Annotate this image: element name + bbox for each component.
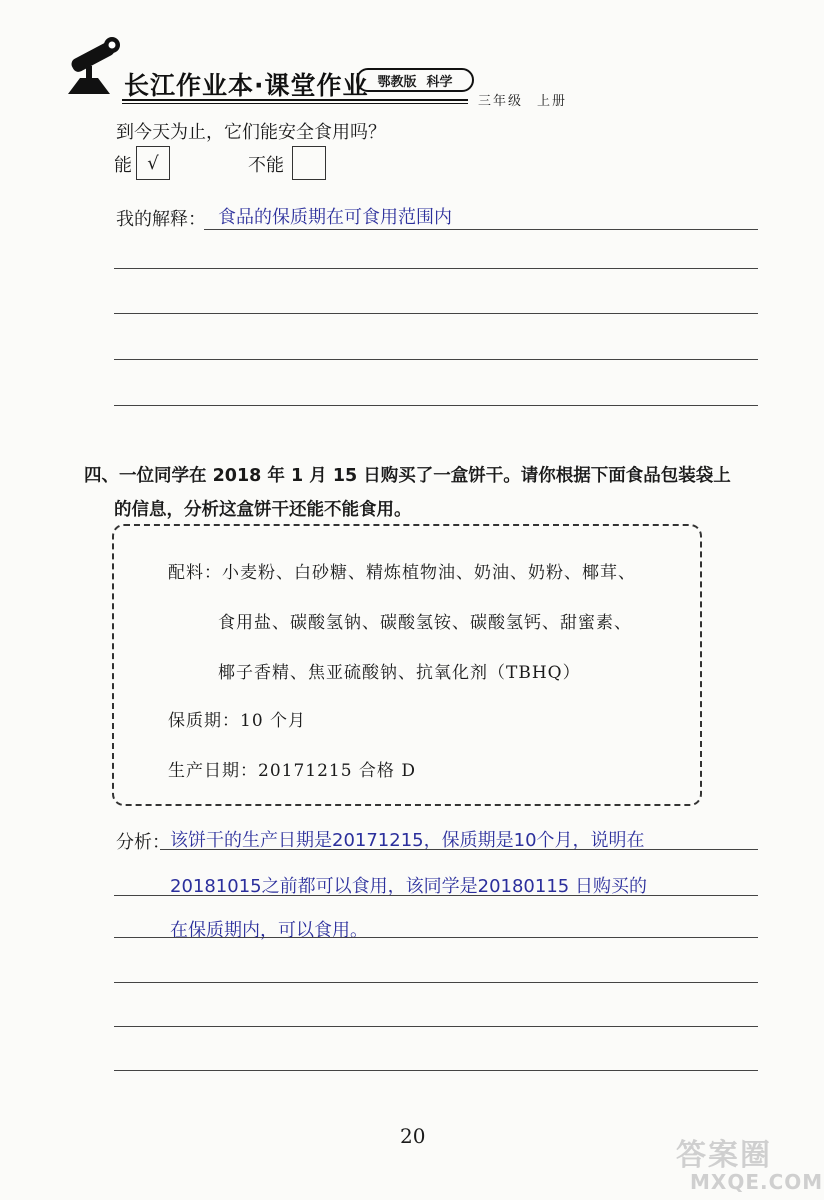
telescope-logo-icon xyxy=(62,36,124,96)
explain-answer[interactable]: 食品的保质期在可食用范围内 xyxy=(218,207,452,228)
page-number: 20 xyxy=(400,1124,426,1148)
q4-title-line2: 的信息，分析这盒饼干还能不能食用。 xyxy=(114,500,412,520)
shelf-life: 保质期：10 个月 xyxy=(168,711,307,731)
answer-line xyxy=(114,405,758,406)
ingredients-line-1: 配料：小麦粉、白砂糖、精炼植物油、奶油、奶粉、椰茸、 xyxy=(168,563,636,583)
ingredients-line-3: 椰子香精、焦亚硫酸钠、抗氧化剂（TBHQ） xyxy=(218,663,581,683)
analysis-answer-line-1[interactable]: 该饼干的生产日期是20171215，保质期是10个月，说明在 xyxy=(170,830,645,851)
explain-label: 我的解释： xyxy=(116,209,206,230)
header-rule xyxy=(122,99,468,101)
yes-label: 能 xyxy=(114,155,132,176)
q3-question: 到今天为止，它们能安全食用吗？ xyxy=(116,122,386,143)
answer-line xyxy=(114,937,758,938)
grade-text: 三年级 xyxy=(478,94,524,109)
yes-checkmark: √ xyxy=(147,152,159,174)
answer-line xyxy=(160,849,758,850)
answer-line xyxy=(114,1026,758,1027)
answer-line xyxy=(204,229,758,230)
answer-line xyxy=(114,268,758,269)
brand-title: 长江作业本·课堂作业 xyxy=(124,71,369,100)
analysis-label: 分析： xyxy=(116,832,170,853)
answer-line xyxy=(114,359,758,360)
watermark-url: MXQE.COM xyxy=(690,1170,824,1194)
analysis-answer-line-2[interactable]: 20181015之前都可以食用，该同学是20180115 日购买的 xyxy=(170,876,647,897)
q4-title-line1: 四、一位同学在 2018 年 1 月 15 日购买了一盒饼干。请你根据下面食品包装袋上 xyxy=(84,466,731,486)
production-date: 生产日期：20171215 合格 D xyxy=(168,761,416,781)
volume-text: 上册 xyxy=(537,94,568,109)
answer-line xyxy=(114,1070,758,1071)
no-checkbox[interactable] xyxy=(292,146,326,180)
answer-line xyxy=(114,982,758,983)
no-label: 不能 xyxy=(248,155,284,176)
yes-checkbox[interactable] xyxy=(136,146,170,180)
ingredients-line-2: 食用盐、碳酸氢钠、碳酸氢铵、碳酸氢钙、甜蜜素、 xyxy=(218,613,632,633)
grade-label xyxy=(478,90,567,109)
edition-badge xyxy=(356,68,474,92)
edition-publisher: 鄂教版 xyxy=(377,74,417,90)
answer-line xyxy=(114,895,758,896)
watermark-logo: 答案圈 xyxy=(676,1138,772,1173)
edition-subject: 科学 xyxy=(426,74,453,90)
analysis-answer-line-3[interactable]: 在保质期内，可以食用。 xyxy=(170,920,368,941)
header-rule-thin xyxy=(122,103,468,104)
answer-line xyxy=(114,313,758,314)
